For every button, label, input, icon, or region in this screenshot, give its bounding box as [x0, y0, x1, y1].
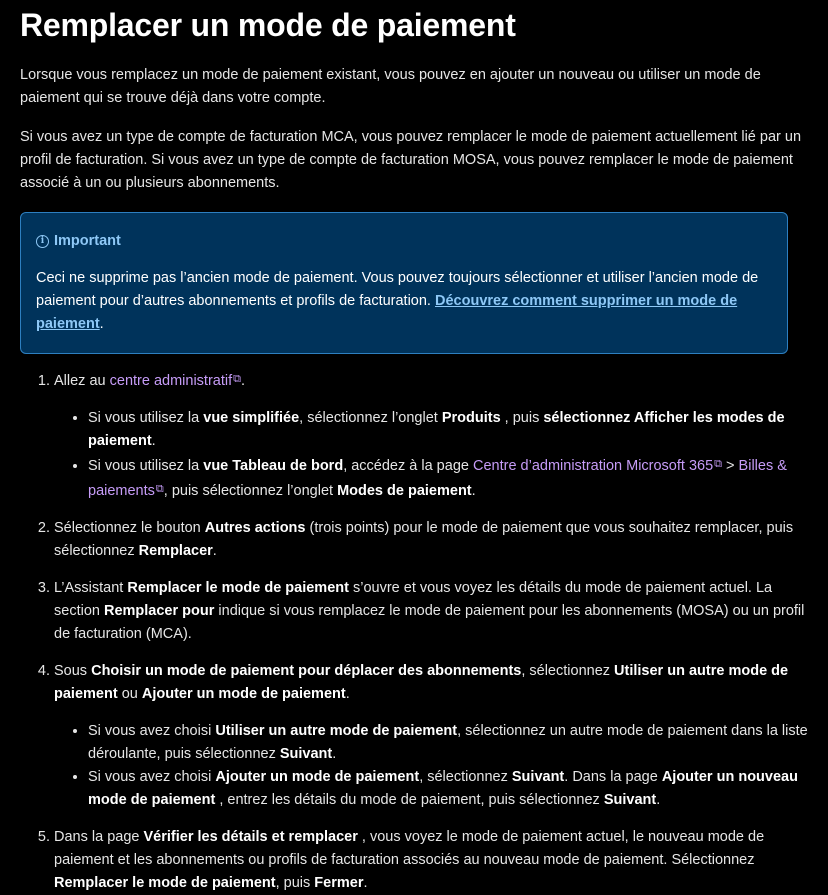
m365-admin-center-link[interactable]: Centre d’administration Microsoft 365⧉ [472, 458, 723, 474]
alert-body: Ceci ne supprime pas l’ancien mode de paiement. Vous pouvez toujours sélectionner et utiliser l’ancien mode de paiement pour d’autres abonnements et profils de facturation. Découvrez comment supprimer un mode de paiement. [36, 270, 759, 332]
intro-paragraph: Lorsque vous remplacez un mode de paiement existant, vous pouvez en ajouter un nouveau ou utiliser un mode de paiement qui se trouve déjà dans votre compte. [20, 67, 761, 106]
admin-center-link[interactable]: centre administratif⧉ [109, 373, 241, 389]
list-item: • Si vous utilisez la vue simplifiée, sélectionnez l’onglet Produits , puis sélectionnez Afficher les modes de paiement. [88, 407, 808, 453]
billing-payments-link[interactable]: Billes & paiements⧉ [88, 458, 787, 499]
steps-list [20, 368, 808, 895]
list-item: • Si vous avez choisi Utiliser un autre mode de paiement, sélectionnez un autre mode de paiement dans la liste déroulante, puis sélectionnez Suivant. [88, 720, 808, 766]
intro-paragraph-billing: Si vous avez un type de compte de facturation MCA, vous pouvez remplacer le mode de paiement actuellement lié par un profil de facturation. Si vous avez un type de compte de facturation MOSA, vous pouvez remplacer le mode de paiement associé à un ou plusieurs abonnements. [20, 129, 802, 191]
step-2: 2. Sélectionnez le bouton Autres actions (trois points) pour le mode de paiement que vous souhaitez remplacer, puis sélectionnez Remplacer. [54, 517, 808, 563]
step-1: 1. Allez au centre administratif⧉. • Si vous utilisez la vue simplifiée, sélectionnez l’onglet Produits , puis sélectionnez Afficher les modes de paiement. • Si vous utilisez la vue Tableau de bord, accédez à la page Centre d’administration Microsoft 365⧉ > Billes & paiements⧉, puis sélectionnez l’onglet Modes de paiement. [54, 368, 808, 503]
step-5: 5. Dans la page Vérifier les détails et remplacer , vous voyez le mode de paiement actuel, le nouveau mode de paiement et les abonnements ou profils de facturation associés au nouveau mode de paiement. Sélectionnez Remplacer le mode de paiement, puis Fermer. [54, 826, 808, 895]
step-4: 4. Sous Choisir un mode de paiement pour déplacer des abonnements, sélectionnez Utiliser un autre mode de paiement ou Ajouter un mode de paiement. • Si vous avez choisi Utiliser un autre mode de paiement, sélectionnez un autre mode de paiement dans la liste déroulante, puis sélectionnez Suivant. • Si vous avez choisi Ajouter un mode de paiement, sélectionnez Suivant. Dans la page Ajouter un nouveau mode de paiement , entrez les détails du mode de paiement, puis sélectionnez Suivant. [54, 660, 808, 812]
page-title: Remplacer un mode de paiement [20, 7, 516, 43]
alert-text: Ceci ne supprime pas l’ancien mode de paiement. Vous pouvez toujours sélectionner et utiliser l’ancien mode de paiement pour d’autres abonnements et profils de facturation. [36, 270, 759, 309]
list-item: • Si vous utilisez la vue Tableau de bord, accédez à la page Centre d’administration Microsoft 365⧉ > Billes & paiements⧉, puis sélectionnez l’onglet Modes de paiement. [88, 453, 808, 503]
info-icon: i [36, 235, 49, 248]
external-link-icon: ⧉ [714, 458, 723, 470]
list-item: • Si vous avez choisi Ajouter un mode de paiement, sélectionnez Suivant. Dans la page Ajouter un nouveau mode de paiement , entrez les détails du mode de paiement, puis sélectionnez Suivant. [88, 766, 808, 812]
alert-title [36, 232, 772, 250]
step-4-bullets [54, 720, 808, 812]
step-3: 3. L’Assistant Remplacer le mode de paiement s’ouvre et vous voyez les détails du mode de paiement actuel. La section Remplacer pour indique si vous remplacez le mode de paiement pour les abonnements (MOSA) ou un profil de facturation (MCA). [54, 577, 808, 646]
remove-payment-method-link[interactable]: Découvrez comment supprimer un mode de paiement [36, 293, 738, 332]
step-1-bullets [54, 407, 808, 503]
important-alert [20, 212, 788, 354]
external-link-icon: ⧉ [155, 483, 164, 495]
alert-title-text: Important [54, 233, 121, 249]
external-link-icon: ⧉ [233, 373, 241, 385]
